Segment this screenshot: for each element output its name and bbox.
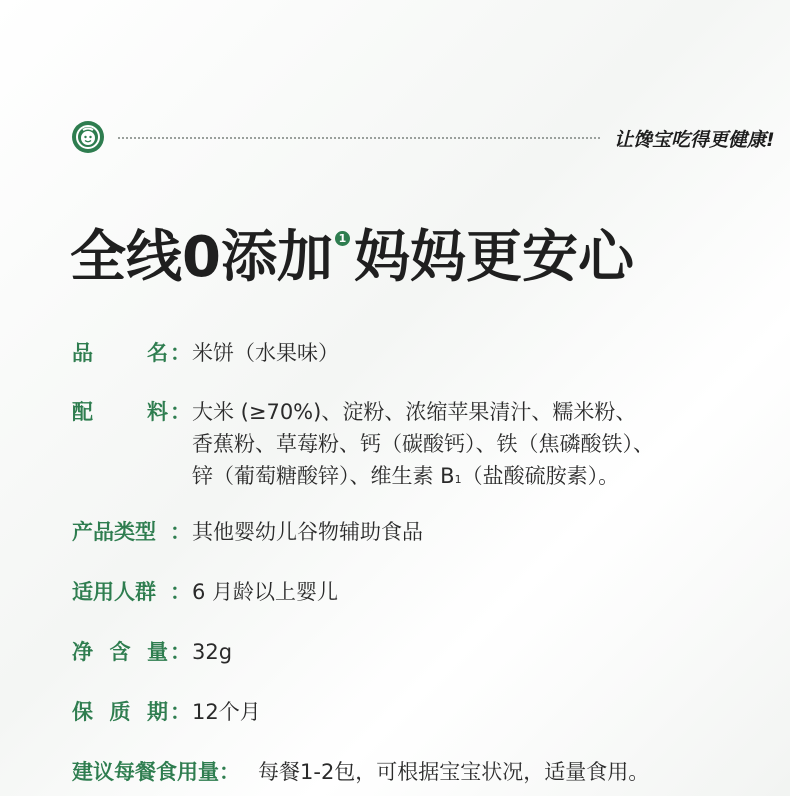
shelf-life-value: 12个月 [192,700,261,724]
label-char: 期 [147,700,168,724]
info-label [72,636,168,668]
slogan: 让馋宝吃得更健康! [614,129,775,151]
ingredients-text: （盐酸硫胺素）。 [461,464,620,488]
info-label [72,337,168,369]
label-char: 料 [147,400,168,424]
page-title [70,218,634,288]
label-colon: ： [170,640,191,664]
title-main: 全线0添加 [70,225,333,290]
title-rest: 妈妈更安心 [353,225,634,290]
category-value: 其他婴幼儿谷物辅助食品 [192,520,423,544]
net-weight-value: 32g [192,640,233,664]
label-colon: ： [170,400,191,424]
label-colon: ： [170,520,191,544]
info-label [72,756,240,788]
label-char: 品 [72,341,93,365]
footnote-marker: 1 [335,231,350,246]
label-colon: ： [170,700,191,724]
product-name-value: 米饼（水果味） [192,341,339,365]
label-char: 净 [72,640,93,664]
label-char: 配 [72,400,93,424]
serving-value: 每餐1-2包，可根据宝宝状况，适量食用。 [258,760,650,784]
subscript: 1 [454,473,462,486]
label-char: 保 [72,700,93,724]
ingredients-line: 香蕉粉、草莓粉、钙（碳酸钙）、铁（焦磷酸铁）、 [192,432,654,456]
label-colon: ： [170,580,191,604]
audience-value: 6 月龄以上婴儿 [192,580,339,604]
info-label [72,396,168,428]
brand-logo-icon [72,121,104,153]
ingredients-value [192,396,654,496]
ingredients-text: 锌（葡萄糖酸锌）、维生素 B [192,464,455,488]
label-colon: ： [170,341,191,365]
label-char: 名 [147,341,168,365]
info-label: 适用人群 [72,580,156,604]
dotted-divider [118,137,600,139]
header [72,121,775,155]
info-label: 产品类型 [72,520,156,544]
label-colon: ： [219,760,240,784]
label-char: 质 [109,700,131,724]
ingredients-line [192,460,654,496]
label-char: 量 [147,640,168,664]
info-label [72,696,168,728]
ingredients-line: 大米 (≥70%)、淀粉、浓缩苹果清汁、糯米粉、 [192,400,637,424]
label-char: 含 [109,640,131,664]
serving-label-text: 建议每餐食用量 [72,760,219,784]
